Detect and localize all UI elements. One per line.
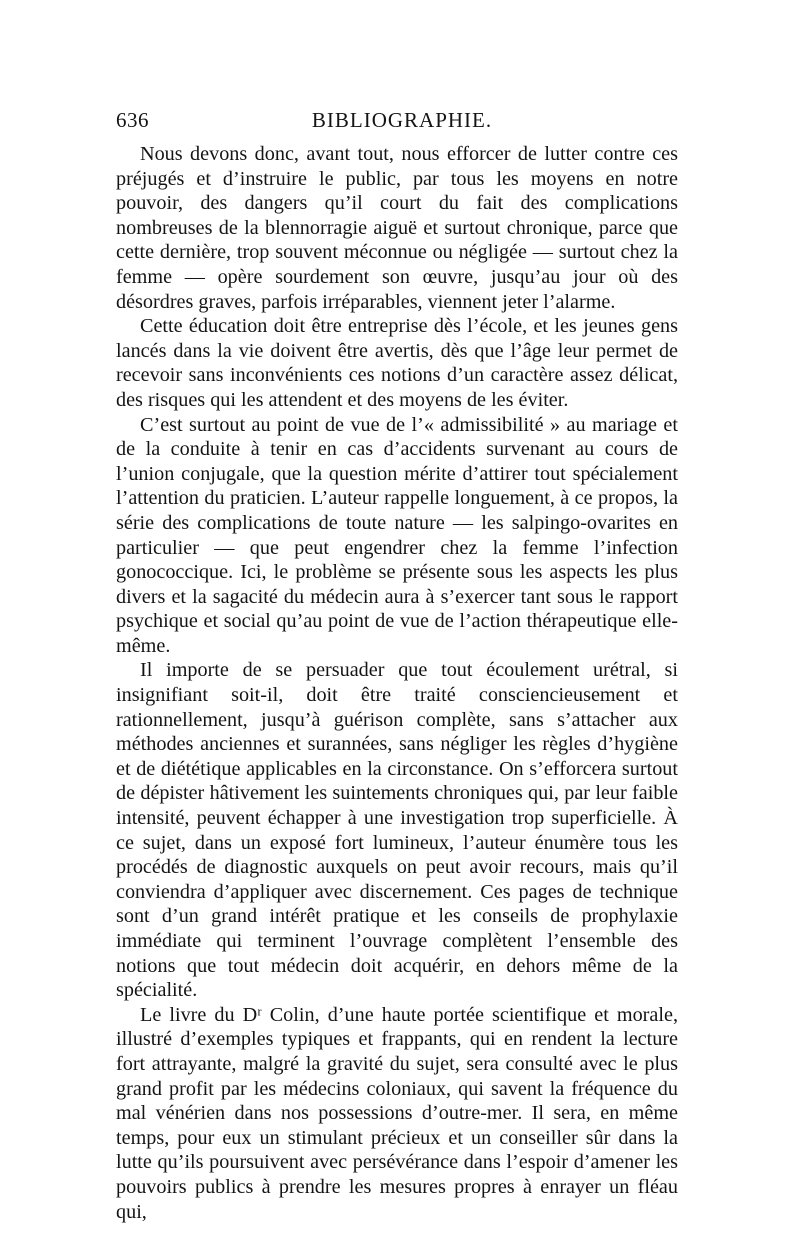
paragraph: C’est surtout au point de vue de l’« admissibilité » au mariage et de la conduite à tenir en cas d’accidents survenant au cours de l’union conjugale, que la question mérite d’attirer tout spécialement l’attention du praticien. L’auteur rappelle longuement, à ce propos, la série des complications de toute nature — les salpingo-ovarites en particulier — que peut engendrer chez la femme l’infection gonococcique. Ici, le problème se présente sous les aspects les plus divers et la sagacité du médecin aura à s’exercer tant sous le rapport psychique et social qu’au point de vue de l’action thérapeutique elle-même. bbox=[116, 413, 678, 657]
paragraph: Il importe de se persuader que tout écoulement urétral, si insignifiant soit-il, doit être traité consciencieusement et rationnellement, jusqu’à guérison complète, sans s’attacher aux méthodes anciennes et surannées, sans négliger les règles d’hygiène et de diététique applicables en la circonstance. On s’efforcera surtout de dépister hâtivement les suintements chroniques qui, par leur faible intensité, peuvent échapper à une investigation trop superficielle. À ce sujet, dans un exposé fort lumineux, l’auteur énumère tous les procédés de diagnostic auxquels on peut avoir recours, mais qu’il conviendra d’appliquer avec discernement. Ces pages de technique sont d’un grand intérêt pratique et les conseils de prophylaxie immédiate qui terminent l’ouvrage complètent l’ensemble des notions que tout médecin doit acquérir, en dehors même de la spécialité. bbox=[116, 659, 678, 1002]
page-number: 636 bbox=[116, 108, 149, 132]
body-text bbox=[116, 142, 678, 1223]
paragraph: Cette éducation doit être entreprise dès l’école, et les jeunes gens lancés dans la vie doivent être avertis, dès que l’âge leur permet de recevoir sans inconvénients ces notions d’un caractère assez délicat, des risques qui les attendent et des moyens de les éviter. bbox=[116, 315, 678, 411]
paragraph: Le livre du Dʳ Colin, d’une haute portée scientifique et morale, illustré d’exemples typiques et frappants, qui en rendent la lecture fort attrayante, malgré la gravité du sujet, sera consulté avec le plus grand profit par les médecins coloniaux, qui savent la fréquence du mal vénérien dans nos possessions d’outre-mer. Il sera, en même temps, pour eux un stimulant précieux et un conseiller sûr dans la lutte qu’ils poursuivent avec persévérance dans l’espoir d’amener les pouvoirs publics à prendre les mesures propres à enrayer un fléau qui, bbox=[116, 1003, 678, 1223]
page-header bbox=[116, 108, 678, 138]
running-title: BIBLIOGRAPHIE. bbox=[311, 108, 493, 132]
paragraph: Nous devons donc, avant tout, nous efforcer de lutter contre ces préjugés et d’instruire le public, par tous les moyens en notre pouvoir, des dangers qu’il court du fait des complications nombreuses de la blennorragie aiguë et surtout chronique, parce que cette dernière, trop souvent méconnue ou négligée — surtout chez la femme — opère sourdement son œuvre, jusqu’au jour où des désordres graves, parfois irréparables, viennent jeter l’alarme. bbox=[116, 143, 678, 313]
